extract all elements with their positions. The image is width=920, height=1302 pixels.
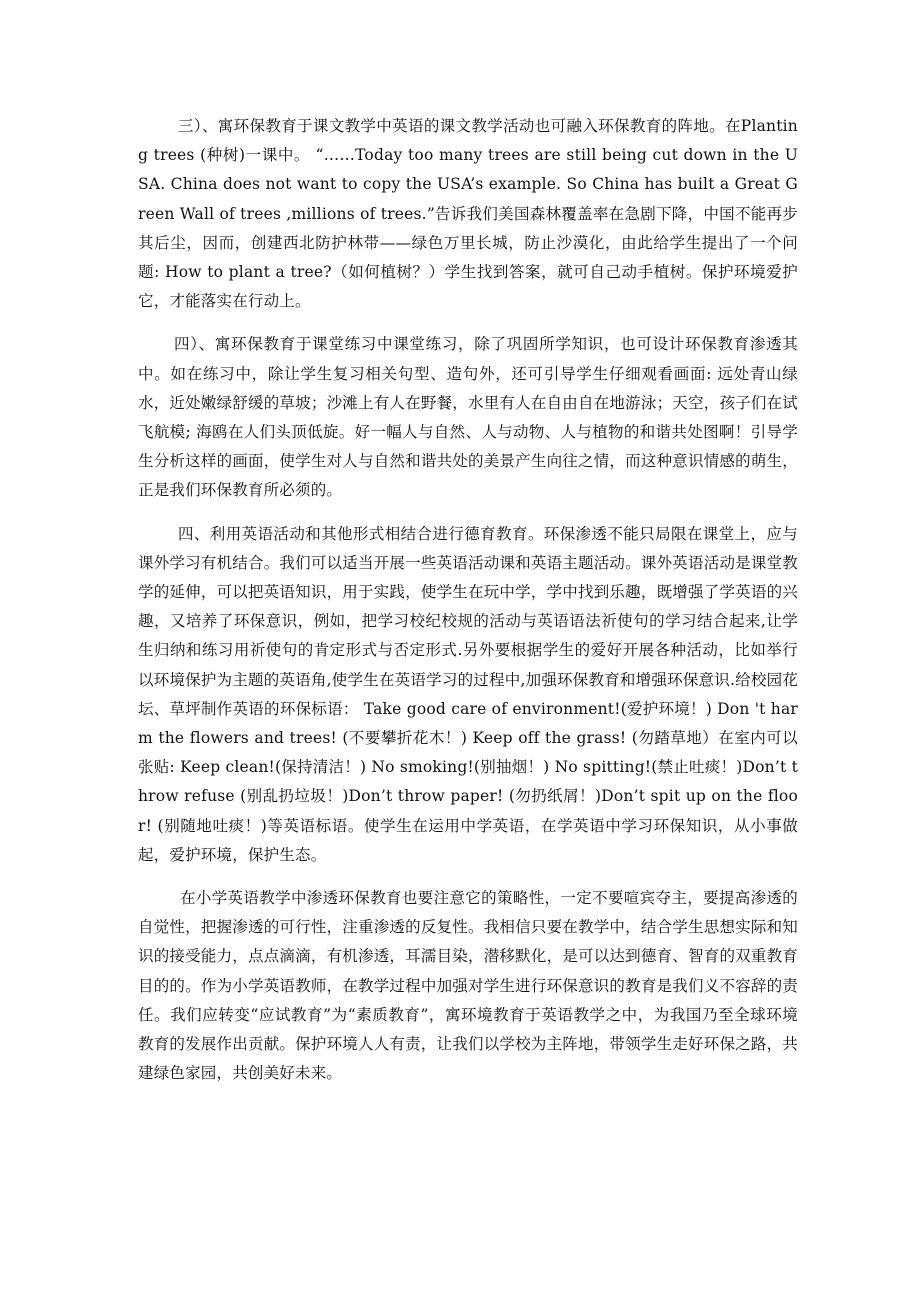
paragraph-english-activities: 四、利用英语活动和其他形式相结合进行德育教育。环保渗透不能只局限在课堂上，应与课外学习有机结合。我们可以适当开展一些英语活动课和英语主题活动。课外英语活动是课堂教学的延伸，可以把英语知识，用于实践，使学生在玩中学，学中找到乐趣，既增强了学英语的兴趣，又培养了环保意识，例如，把学习校纪校规的活动与英语语法祈使句的学习结合起来,让学生归纳和练习用祈使句的肯定形式与否定形式.另外要根据学生的爱好开展各种活动，比如举行以环境保护为主题的英语角,使学生在英语学习的过程中,加强环保教育和增强环保意识.给校园花坛、草坪制作英语的环保标语： Take good care of environment!(爱护环境！) Don 't harm the flowers and trees! (不要攀折花木！) Keep off the grass! (勿踏草地）在室内可以张贴: Keep clean!(保持清洁！) No smoking!(别抽烟！) No spitting!(禁止吐痰！)Don’t throw refuse (别乱扔垃圾！)Don’t throw paper! (勿扔纸屑！)Don’t spit up on the floor! (别随地吐痰！)等英语标语。使学生在运用中学英语，在学英语中学习环保知识，从小事做起，爱护环境，保护生态。: [138, 524, 798, 864]
paragraph-conclusion: 在小学英语教学中渗透环保教育也要注意它的策略性，一定不要喧宾夺主，要提高渗透的自觉性，把握渗透的可行性，注重渗透的反复性。我相信只要在教学中，结合学生思想实际和知识的接受能力，点点滴滴，有机渗透，耳濡目染，潜移默化，是可以达到德育、智育的双重教育目的的。作为小学英语教师，在教学过程中加强对学生进行环保意识的教育是我们义不容辞的责任。我们应转变“应试教育”为“素质教育”，寓环境教育于英语教学之中，为我国乃至全球环境教育的发展作出贡献。保护环境人人有责，让我们以学校为主阵地，带领学生走好环保之路，共建绿色家园，共创美好未来。: [138, 889, 798, 1083]
paragraph-curriculum-teaching: 三）、寓环保教育于课文教学中英语的课文教学活动也可融入环保教育的阵地。在Planting trees (种树)一课中。 “……Today too many trees are still being cut down in the USA. China does not want to copy the USA’s example. So China has built a Great Green Wall of trees ,millions of trees.”告诉我们美国森林覆盖率在急剧下降，中国不能再步其后尘，因而，创建西北防护林带——绿色万里长城，防止沙漠化，由此给学生提出了一个问题: How to plant a tree?（如何植树？）学生找到答案，就可自己动手植树。保护环境爱护它，才能落实在行动上。: [138, 117, 798, 311]
paragraph-classroom-exercises: 四）、寓环保教育于课堂练习中课堂练习，除了巩固所学知识，也可设计环保教育渗透其中。如在练习中，除让学生复习相关句型、造句外，还可引导学生仔细观看画面: 远处青山绿水，近处嫩绿舒缓的草坡；沙滩上有人在野餐，水里有人在自由自在地游泳；天空，孩子们在试飞航模; 海鸥在人们头顶低旋。好一幅人与自然、人与动物、人与植物的和谐共处图啊！引导学生分析这样的画面，使学生对人与自然和谐共处的美景产生向往之情，而这种意识情感的萌生，正是我们环保教育所必须的。: [138, 335, 798, 500]
document-body: [138, 112, 798, 1089]
